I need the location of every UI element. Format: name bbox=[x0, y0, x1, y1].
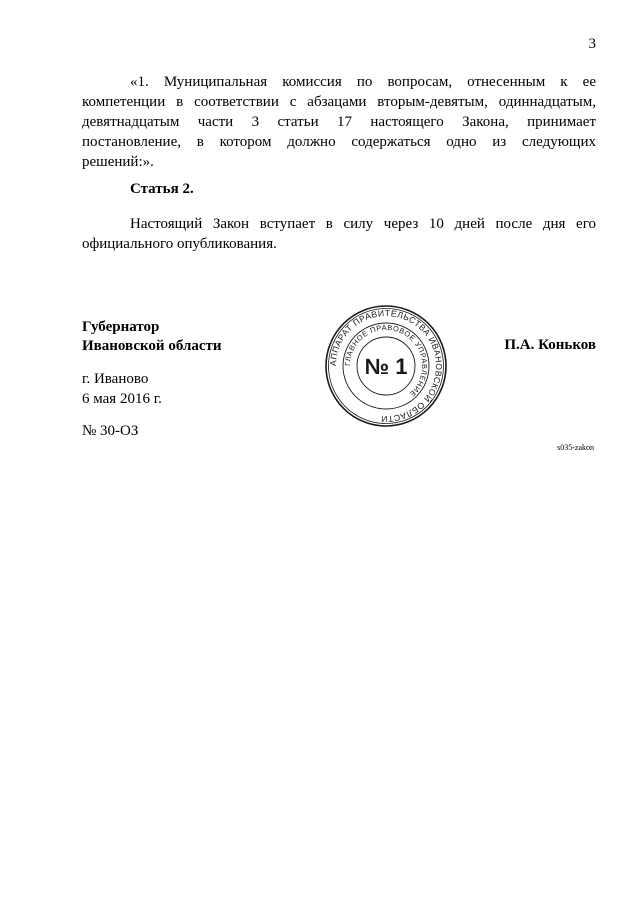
seal-outer-textpath: АППАРАТ ПРАВИТЕЛЬСТВА ИВАНОВСКОЙ ОБЛАСТИ bbox=[327, 307, 445, 425]
page-number: 3 bbox=[588, 36, 596, 52]
paragraph-line: Настоящий Закон вступает в силу через 10 дней после дня его bbox=[130, 216, 596, 232]
seal-center-number: № 1 bbox=[364, 354, 408, 379]
document-code: s035-zakon bbox=[557, 443, 594, 452]
signing-place-date bbox=[82, 369, 162, 409]
signing-place: г. Иваново bbox=[82, 371, 149, 387]
paragraph-amendment bbox=[82, 72, 596, 172]
paragraph-line: решений:». bbox=[82, 154, 154, 170]
law-number: № 30-ОЗ bbox=[82, 423, 139, 439]
paragraph-entry-into-force bbox=[82, 214, 596, 254]
position-line: Ивановской области bbox=[82, 338, 222, 354]
signing-date: 6 мая 2016 г. bbox=[82, 391, 162, 407]
position-line: Губернатор bbox=[82, 319, 160, 335]
article-title: Статья 2. bbox=[130, 181, 194, 197]
paragraph-line: «1. Муниципальная комиссия по вопросам, отнесенным к ее bbox=[130, 74, 596, 90]
paragraph-line: девятнадцатым части 3 статьи 17 настоящего Закона, принимает bbox=[82, 114, 596, 130]
paragraph-line: компетенции в соответствии с абзацами вторым-девятым, одиннадцатым, bbox=[82, 94, 596, 110]
paragraph-line: официального опубликования. bbox=[82, 236, 277, 252]
official-seal bbox=[324, 304, 448, 428]
seal-graphic bbox=[324, 304, 448, 428]
signatory-name: П.А. Коньков bbox=[504, 337, 596, 353]
seal-inner-textpath: ГЛАВНОЕ ПРАВОВОЕ УПРАВЛЕНИЕ bbox=[342, 322, 430, 400]
signatory-position bbox=[82, 318, 222, 356]
paragraph-line: постановление, в котором должно содержаться одно из следующих bbox=[82, 134, 596, 150]
